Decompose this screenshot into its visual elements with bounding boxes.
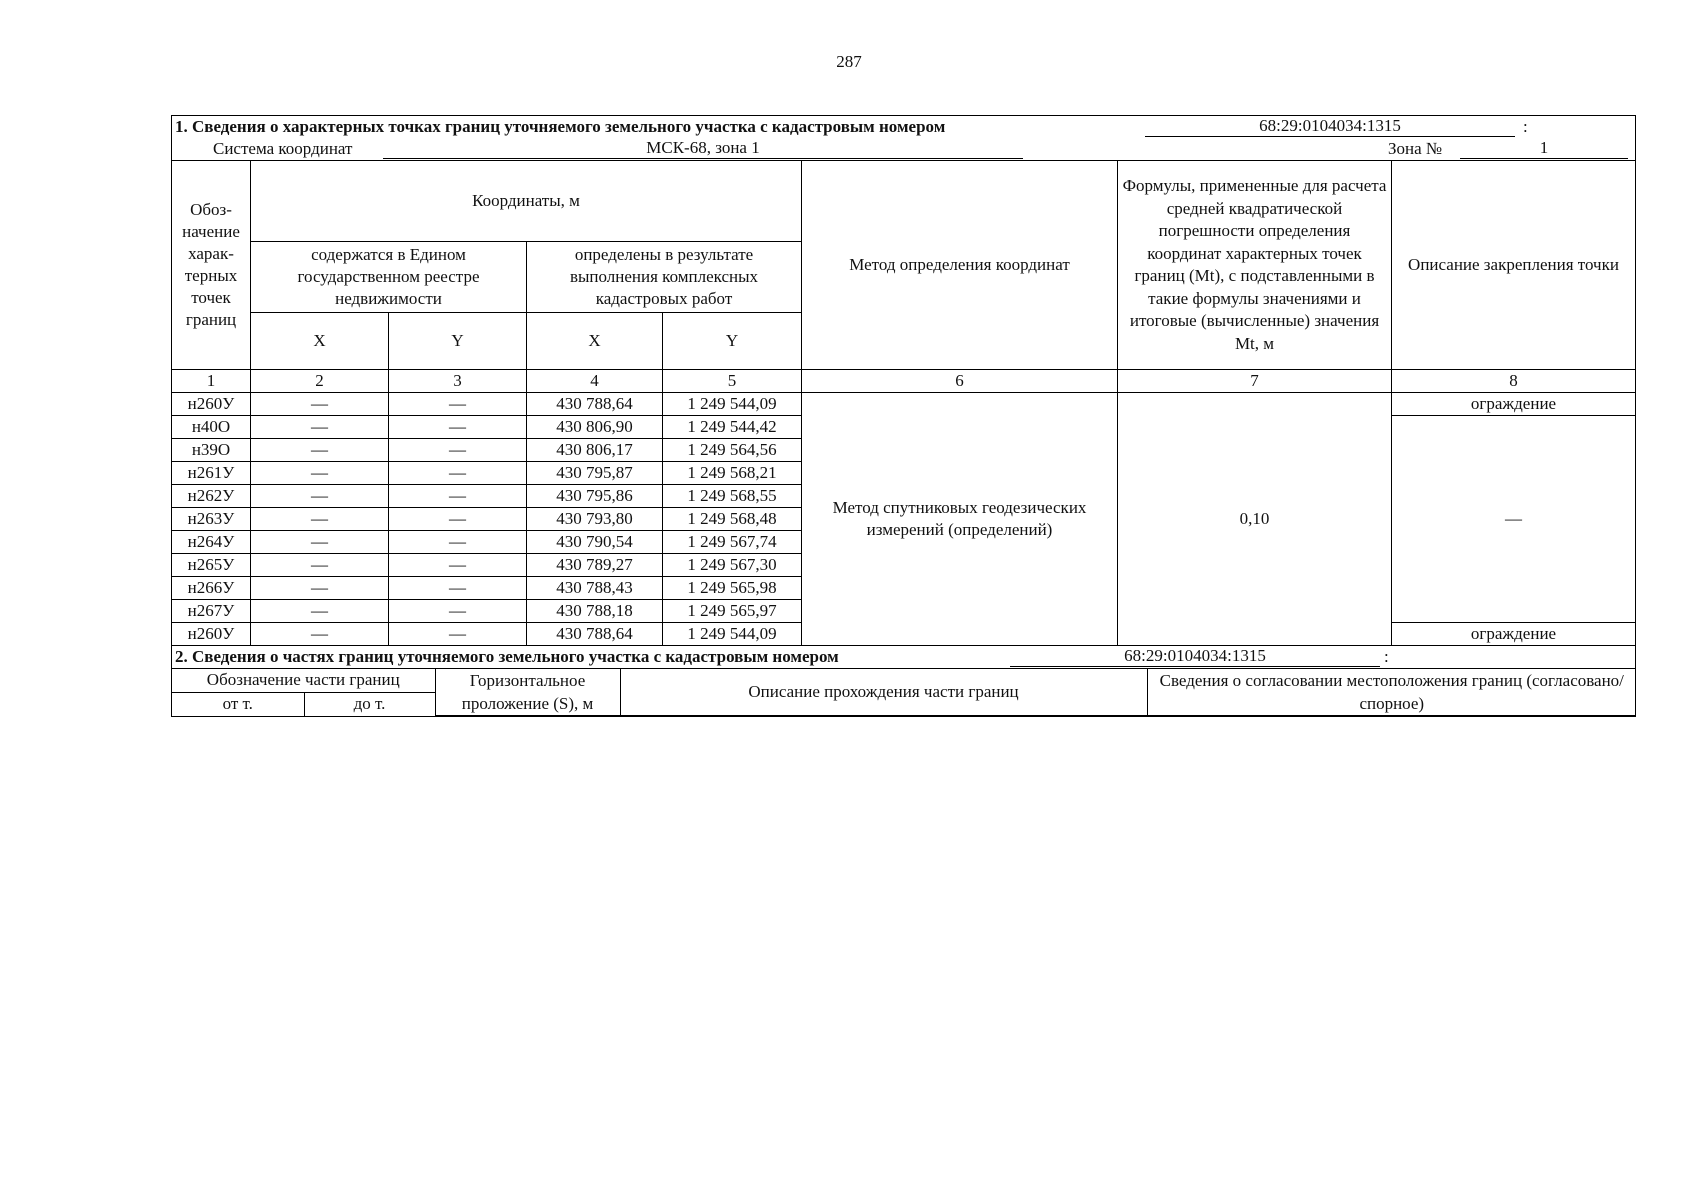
y-complex: 1 249 544,42 xyxy=(663,416,802,439)
mt-value: 0,10 xyxy=(1118,393,1392,646)
x-complex: 430 806,90 xyxy=(527,416,663,439)
point-name: н39О xyxy=(172,439,251,462)
x-complex: 430 795,87 xyxy=(527,462,663,485)
header-part-description: Описание прохождения части границ xyxy=(620,669,1147,716)
x-egrn: — xyxy=(251,577,389,600)
point-name: н260У xyxy=(172,393,251,416)
y-complex: 1 249 567,30 xyxy=(663,554,802,577)
header-agreement: Сведения о согласовании местоположения границ (согласовано/спорное) xyxy=(1147,669,1635,716)
point-name: н262У xyxy=(172,485,251,508)
point-name: н261У xyxy=(172,462,251,485)
col-number: 8 xyxy=(1392,370,1636,393)
header-part-label: Обозначение части границ xyxy=(172,669,435,692)
point-name: н267У xyxy=(172,600,251,623)
y-egrn: — xyxy=(389,439,527,462)
header-horizontal: Горизонтальное проложение (S), м xyxy=(435,669,620,716)
x-egrn: — xyxy=(251,531,389,554)
point-name: н260У xyxy=(172,623,251,646)
zone-label: Зона № xyxy=(1388,139,1443,158)
section2-header xyxy=(172,669,1636,717)
y-egrn: — xyxy=(389,508,527,531)
x-complex: 430 788,64 xyxy=(527,393,663,416)
y-complex: 1 249 565,97 xyxy=(663,600,802,623)
x-complex: 430 793,80 xyxy=(527,508,663,531)
page-number: 287 xyxy=(836,52,862,71)
header-fixing: Описание закрепления точки xyxy=(1392,161,1636,370)
x-egrn: — xyxy=(251,462,389,485)
section2-header-table xyxy=(172,669,1636,716)
y-egrn: — xyxy=(389,600,527,623)
header-x-egrn: X xyxy=(251,313,389,370)
header-y-egrn: Y xyxy=(389,313,527,370)
x-egrn: — xyxy=(251,623,389,646)
y-complex: 1 249 544,09 xyxy=(663,623,802,646)
y-complex: 1 249 567,74 xyxy=(663,531,802,554)
y-egrn: — xyxy=(389,623,527,646)
y-egrn: — xyxy=(389,531,527,554)
x-complex: 430 789,27 xyxy=(527,554,663,577)
y-egrn: — xyxy=(389,462,527,485)
column-numbers-row xyxy=(172,370,1636,393)
col-number: 4 xyxy=(527,370,663,393)
y-egrn: — xyxy=(389,554,527,577)
col-number: 6 xyxy=(802,370,1118,393)
zone-value: 1 xyxy=(1539,138,1549,157)
y-complex: 1 249 568,48 xyxy=(663,508,802,531)
y-complex: 1 249 565,98 xyxy=(663,577,802,600)
point-name: н263У xyxy=(172,508,251,531)
section1-title: 1. Сведения о характерных точках границ уточняемого земельного участка с кадастровым номером xyxy=(175,117,946,136)
x-complex: 430 788,64 xyxy=(527,623,663,646)
col-number: 7 xyxy=(1118,370,1392,393)
header-method: Метод определения координат xyxy=(802,161,1118,370)
y-complex: 1 249 568,21 xyxy=(663,462,802,485)
x-egrn: — xyxy=(251,508,389,531)
point-name: н264У xyxy=(172,531,251,554)
y-complex: 1 249 544,09 xyxy=(663,393,802,416)
section2-title: 2. Сведения о частях границ уточняемого земельного участка с кадастровым номером xyxy=(175,647,839,666)
header-y-complex: Y xyxy=(663,313,802,370)
point-name: н266У xyxy=(172,577,251,600)
coord-system-label: Система координат xyxy=(213,139,353,158)
section1-colon: : xyxy=(1523,117,1528,136)
y-egrn: — xyxy=(389,577,527,600)
col-number: 3 xyxy=(389,370,527,393)
y-egrn: — xyxy=(389,393,527,416)
x-egrn: — xyxy=(251,393,389,416)
x-complex: 430 806,17 xyxy=(527,439,663,462)
x-complex: 430 790,54 xyxy=(527,531,663,554)
header-from-point: от т. xyxy=(172,692,304,715)
cadastral-table xyxy=(171,115,1636,717)
header-x-complex: X xyxy=(527,313,663,370)
fixing-last: ограждение xyxy=(1392,623,1636,646)
x-complex: 430 788,43 xyxy=(527,577,663,600)
section1-cadastral-number: 68:29:0104034:1315 xyxy=(1259,116,1401,135)
x-egrn: — xyxy=(251,600,389,623)
y-complex: 1 249 568,55 xyxy=(663,485,802,508)
col-number: 1 xyxy=(172,370,251,393)
x-egrn: — xyxy=(251,416,389,439)
point-name: н265У xyxy=(172,554,251,577)
header-formula: Формулы, примененные для расчета средней квадратической погрешности определения координат характерных точек границ (Mt), с подставленными в такие формулы значениями и итоговые (вычисленные) значения Mt, м xyxy=(1118,161,1392,370)
y-complex: 1 249 564,56 xyxy=(663,439,802,462)
section2-cadastral-number: 68:29:0104034:1315 xyxy=(1124,646,1266,665)
y-egrn: — xyxy=(389,485,527,508)
fixing-first: ограждение xyxy=(1392,393,1636,416)
header-to-point: до т. xyxy=(304,692,435,715)
header-point-designation: Обоз- начение харак- терных точек границ xyxy=(172,161,251,370)
header-egrn: содержатся в Едином государственном реестре недвижимости xyxy=(251,242,527,313)
header-coordinates: Координаты, м xyxy=(251,161,802,242)
col-number: 2 xyxy=(251,370,389,393)
table-row xyxy=(172,393,1636,416)
y-egrn: — xyxy=(389,416,527,439)
header-complex: определены в результате выполнения комплексных кадастровых работ xyxy=(527,242,802,313)
col-number: 5 xyxy=(663,370,802,393)
point-name: н40О xyxy=(172,416,251,439)
fixing-middle: — xyxy=(1392,416,1636,623)
coord-system-value: МСК-68, зона 1 xyxy=(646,138,760,157)
x-egrn: — xyxy=(251,439,389,462)
section2-colon: : xyxy=(1384,647,1389,666)
x-complex: 430 788,18 xyxy=(527,600,663,623)
x-egrn: — xyxy=(251,485,389,508)
x-egrn: — xyxy=(251,554,389,577)
section2-title-block xyxy=(172,646,1636,669)
method-value: Метод спутниковых геодезических измерений (определений) xyxy=(802,393,1118,646)
section1-title-block xyxy=(172,116,1636,161)
x-complex: 430 795,86 xyxy=(527,485,663,508)
